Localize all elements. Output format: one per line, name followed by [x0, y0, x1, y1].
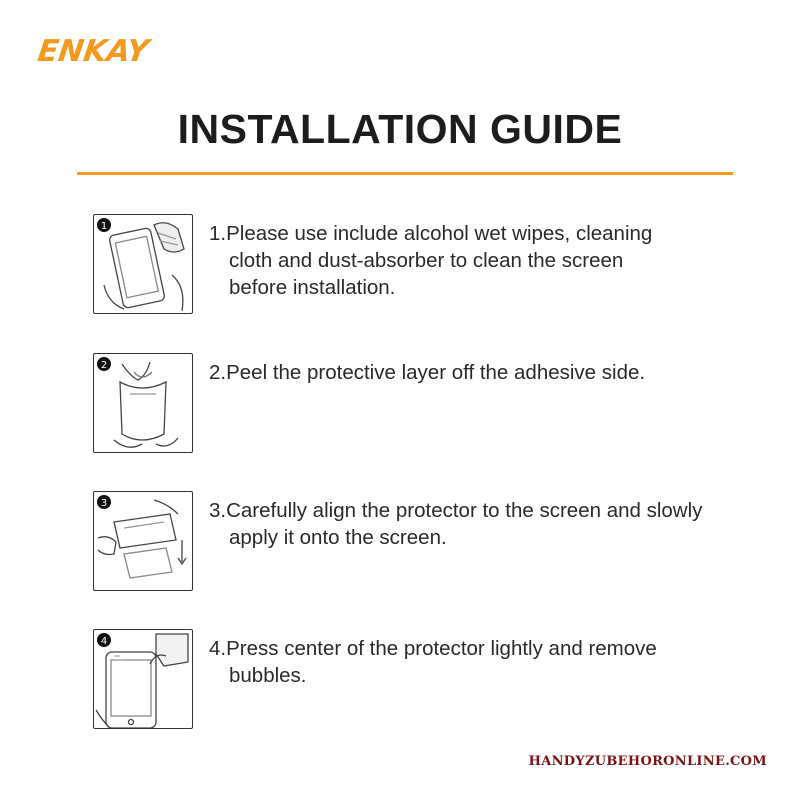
step-number: 3: [100, 498, 108, 509]
step-number: 4: [100, 636, 108, 647]
step-line: apply it onto the screen.: [229, 526, 447, 549]
step-3: [93, 491, 733, 591]
step-line: 1.Please use include alcohol wet wipes, cleaning: [209, 222, 653, 245]
step-3-text: [209, 497, 729, 551]
step-line: 2.Peel the protective layer off the adhesive side.: [209, 361, 646, 384]
peel-film-icon: [93, 353, 193, 453]
title-divider: [77, 172, 733, 175]
step-1: [93, 214, 733, 314]
page-title: INSTALLATION GUIDE: [177, 106, 623, 152]
step-number: 1: [100, 221, 108, 232]
step-line: bubbles.: [229, 664, 307, 687]
step-line: cloth and dust-absorber to clean the screen: [229, 249, 624, 272]
step-number: 2: [100, 360, 108, 371]
step-1-text: [209, 220, 729, 301]
watermark: HANDYZUBEHORONLINE.COM: [528, 754, 767, 769]
phone-cleaning-icon: [93, 214, 193, 314]
press-bubbles-icon: [93, 629, 193, 729]
step-2: [93, 353, 733, 453]
step-2-text: [209, 359, 729, 386]
enkay-logo: ENKAY: [35, 34, 151, 69]
step-line: 3.Carefully align the protector to the screen and slowly: [209, 499, 703, 522]
step-line: 4.Press center of the protector lightly and remove: [209, 637, 657, 660]
align-protector-icon: [93, 491, 193, 591]
step-4-text: [209, 635, 729, 689]
step-4: [93, 629, 733, 729]
step-line: before installation.: [229, 276, 396, 299]
